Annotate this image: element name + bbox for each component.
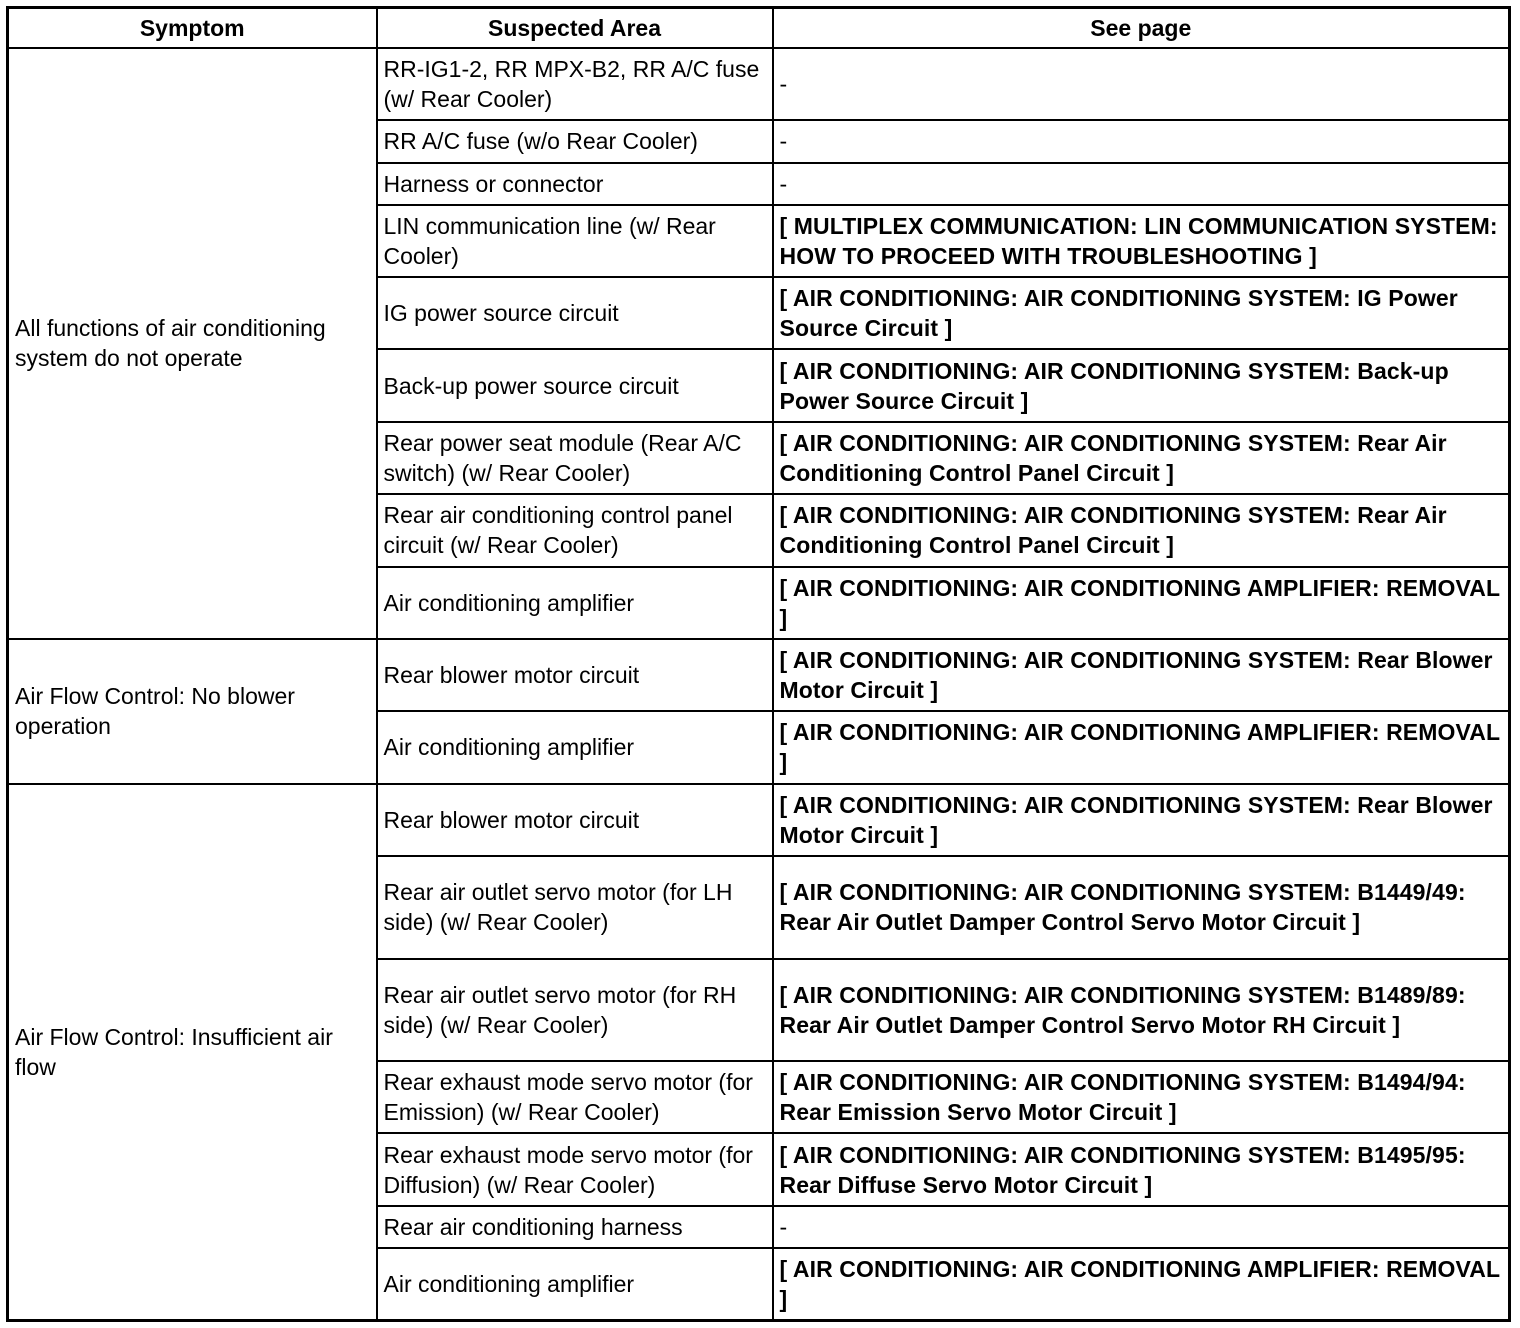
table-row [8,48,1510,120]
suspected-area-cell: Air conditioning amplifier [377,567,773,639]
see-page-cell: - [773,163,1510,205]
see-page-link[interactable]: [ AIR CONDITIONING: AIR CONDITIONING SYSTEM: Rear Blower Motor Circuit ] [773,639,1510,711]
suspected-area-cell: Rear exhaust mode servo motor (for Emission) (w/ Rear Cooler) [377,1061,773,1133]
see-page-link[interactable]: [ AIR CONDITIONING: AIR CONDITIONING SYSTEM: B1495/95: Rear Diffuse Servo Motor Circuit ] [773,1133,1510,1205]
header-suspected-area: Suspected Area [377,8,773,49]
table-row [8,784,1510,856]
suspected-area-cell: Rear air conditioning control panel circuit (w/ Rear Cooler) [377,494,773,566]
see-page-cell: - [773,120,1510,162]
suspected-area-cell: Rear power seat module (Rear A/C switch) (w/ Rear Cooler) [377,422,773,494]
see-page-cell: - [773,48,1510,120]
symptom-cell: All functions of air conditioning system do not operate [8,48,377,639]
see-page-link[interactable]: [ AIR CONDITIONING: AIR CONDITIONING SYSTEM: Rear Air Conditioning Control Panel Circuit ] [773,494,1510,566]
suspected-area-cell: Rear blower motor circuit [377,784,773,856]
see-page-link[interactable]: [ AIR CONDITIONING: AIR CONDITIONING SYSTEM: IG Power Source Circuit ] [773,277,1510,349]
see-page-link[interactable]: [ AIR CONDITIONING: AIR CONDITIONING SYSTEM: Back-up Power Source Circuit ] [773,349,1510,421]
suspected-area-cell: Rear blower motor circuit [377,639,773,711]
suspected-area-cell: Rear air outlet servo motor (for LH side) (w/ Rear Cooler) [377,856,773,959]
see-page-link[interactable]: [ AIR CONDITIONING: AIR CONDITIONING SYSTEM: Rear Air Conditioning Control Panel Circuit ] [773,422,1510,494]
see-page-link[interactable]: [ AIR CONDITIONING: AIR CONDITIONING AMPLIFIER: REMOVAL ] [773,1248,1510,1321]
see-page-cell: - [773,1206,1510,1248]
troubleshooting-table [6,6,1511,1322]
suspected-area-cell: RR A/C fuse (w/o Rear Cooler) [377,120,773,162]
suspected-area-cell: Air conditioning amplifier [377,1248,773,1321]
symptom-cell: Air Flow Control: Insufficient air flow [8,784,377,1321]
see-page-link[interactable]: [ AIR CONDITIONING: AIR CONDITIONING SYSTEM: B1494/94: Rear Emission Servo Motor Circuit ] [773,1061,1510,1133]
table-row [8,639,1510,711]
header-see-page: See page [773,8,1510,49]
symptom-cell: Air Flow Control: No blower operation [8,639,377,784]
suspected-area-cell: Air conditioning amplifier [377,711,773,783]
suspected-area-cell: LIN communication line (w/ Rear Cooler) [377,205,773,277]
suspected-area-cell: Rear air outlet servo motor (for RH side) (w/ Rear Cooler) [377,959,773,1062]
see-page-link[interactable]: [ AIR CONDITIONING: AIR CONDITIONING SYSTEM: B1489/89: Rear Air Outlet Damper Control Servo Motor RH Circuit ] [773,959,1510,1062]
see-page-link[interactable]: [ AIR CONDITIONING: AIR CONDITIONING AMPLIFIER: REMOVAL ] [773,567,1510,639]
suspected-area-cell: Rear exhaust mode servo motor (for Diffusion) (w/ Rear Cooler) [377,1133,773,1205]
suspected-area-cell: Harness or connector [377,163,773,205]
suspected-area-cell: Rear air conditioning harness [377,1206,773,1248]
see-page-link[interactable]: [ AIR CONDITIONING: AIR CONDITIONING SYSTEM: Rear Blower Motor Circuit ] [773,784,1510,856]
see-page-link[interactable]: [ AIR CONDITIONING: AIR CONDITIONING SYSTEM: B1449/49: Rear Air Outlet Damper Control Servo Motor Circuit ] [773,856,1510,959]
suspected-area-cell: RR-IG1-2, RR MPX-B2, RR A/C fuse (w/ Rear Cooler) [377,48,773,120]
see-page-link[interactable]: [ MULTIPLEX COMMUNICATION: LIN COMMUNICATION SYSTEM: HOW TO PROCEED WITH TROUBLESHOOTING ] [773,205,1510,277]
see-page-link[interactable]: [ AIR CONDITIONING: AIR CONDITIONING AMPLIFIER: REMOVAL ] [773,711,1510,783]
suspected-area-cell: IG power source circuit [377,277,773,349]
header-symptom: Symptom [8,8,377,49]
header-row [8,8,1510,49]
suspected-area-cell: Back-up power source circuit [377,349,773,421]
